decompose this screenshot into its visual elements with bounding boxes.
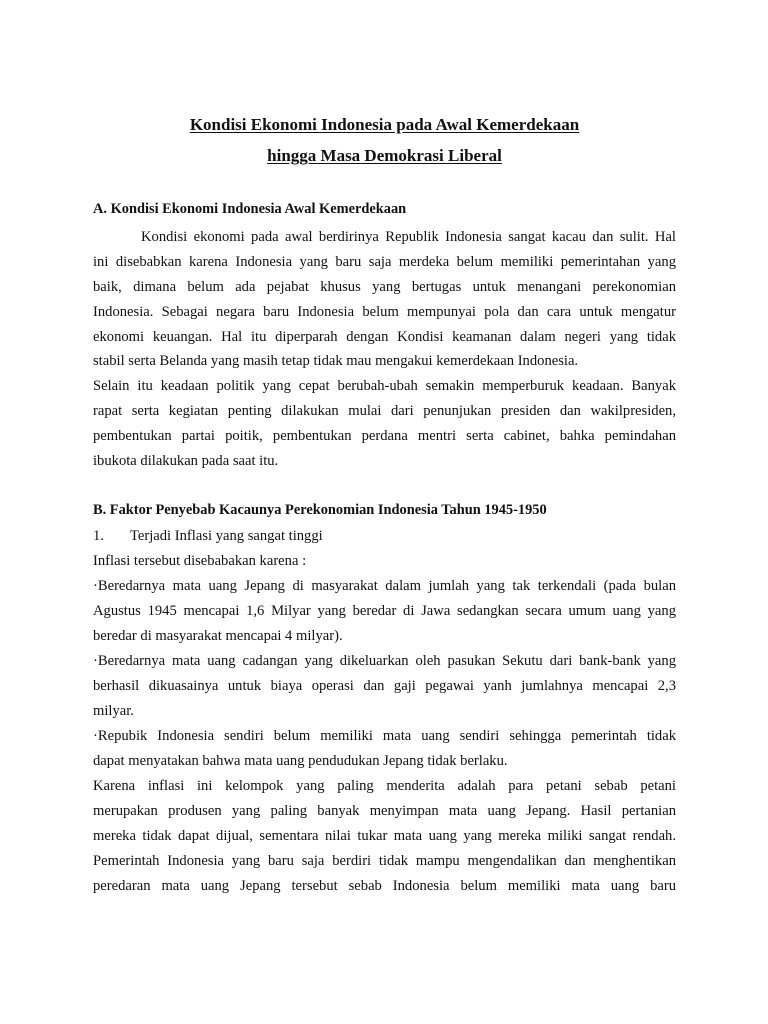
document-title-line-1: Kondisi Ekonomi Indonesia pada Awal Kemerdekaan <box>189 115 580 134</box>
section-b-heading: B. Faktor Penyebab Kacaunya Perekonomian Indonesia Tahun 1945-1950 <box>93 502 547 518</box>
paragraph-line: merupakan produsen yang paling banyak menyimpan mata uang Jepang. Hasil pertanian <box>93 803 676 819</box>
paragraph-line: stabil serta Belanda yang masih tetap tidak mau mengakui kemerdekaan Indonesia. <box>93 353 579 369</box>
paragraph-line: berhasil dikuasainya untuk biaya operasi dan gaji pegawai yanh jumlahnya mencapai 2,3 <box>93 678 676 694</box>
paragraph-line: pembentukan partai poitik, pembentukan perdana mentri serta cabinet, bahka pemindahan <box>93 428 676 444</box>
paragraph-line: ibukota dilakukan pada saat itu. <box>93 453 279 469</box>
paragraph-line: ekonomi keuangan. Hal itu diperparah dengan Kondisi keamanan dalam negeri yang tidak <box>93 329 676 345</box>
paragraph-line: beredar di masyarakat mencapai 4 milyar). <box>93 628 343 644</box>
paragraph-line: baik, dimana belum ada pejabat khusus yang bertugas untuk menangani perekonomian <box>93 279 676 295</box>
paragraph-line: Pemerintah Indonesia yang baru saja berdiri tidak mampu mengendalikan dan menghentikan <box>93 853 676 869</box>
paragraph-line: milyar. <box>93 703 134 719</box>
paragraph-line: dapat menyatakan bahwa mata uang pendudukan Jepang tidak berlaku. <box>93 753 508 769</box>
paragraph-line: rapat serta kegiatan penting dilakukan mulai dari penunjukan presiden dan wakilpresiden, <box>93 403 676 419</box>
paragraph-line: peredaran mata uang Jepang tersebut sebab Indonesia belum memiliki mata uang baru <box>93 878 676 894</box>
item-number: 1. <box>93 528 104 544</box>
paragraph-line: mereka tidak dapat dijual, sementara nilai tukar mata uang yang mereka miliki sangat rendah. <box>93 828 676 844</box>
paragraph-line: Selain itu keadaan politik yang cepat berubah-ubah semakin memperburuk keadaan. Banyak <box>93 378 676 394</box>
bullet-line: ·Beredarnya mata uang cadangan yang dikeluarkan oleh pasukan Sekutu dari bank-bank yang <box>93 653 676 669</box>
bullet-line: ·Repubik Indonesia sendiri belum memiliki mata uang sendiri sehingga pemerintah tidak <box>93 728 676 744</box>
item-text: Terjadi Inflasi yang sangat tinggi <box>130 528 323 544</box>
paragraph-line: ini disebabkan karena Indonesia yang baru saja merdeka belum memiliki pemerintahan yang <box>93 254 676 270</box>
paragraph-line: Indonesia. Sebagai negara baru Indonesia belum mempunyai pola dan cara untuk mengatur <box>93 304 676 320</box>
document-title-line-2: hingga Masa Demokrasi Liberal <box>267 146 502 165</box>
bullet-line: ·Beredarnya mata uang Jepang di masyarakat dalam jumlah yang tak terkendali (pada bulan <box>93 578 676 594</box>
paragraph-line: Inflasi tersebut disebabakan karena : <box>93 553 307 569</box>
numbered-item-1 <box>93 527 676 545</box>
paragraph-line: Agustus 1945 mencapai 1,6 Milyar yang beredar di Jawa sedangkan secara umum uang yang <box>93 603 676 619</box>
section-a-heading: A. Kondisi Ekonomi Indonesia Awal Kemerdekaan <box>93 201 407 217</box>
paragraph-line: Kondisi ekonomi pada awal berdirinya Republik Indonesia sangat kacau dan sulit. Hal <box>141 229 676 245</box>
paragraph-line: Karena inflasi ini kelompok yang paling menderita adalah para petani sebab petani <box>93 778 676 794</box>
